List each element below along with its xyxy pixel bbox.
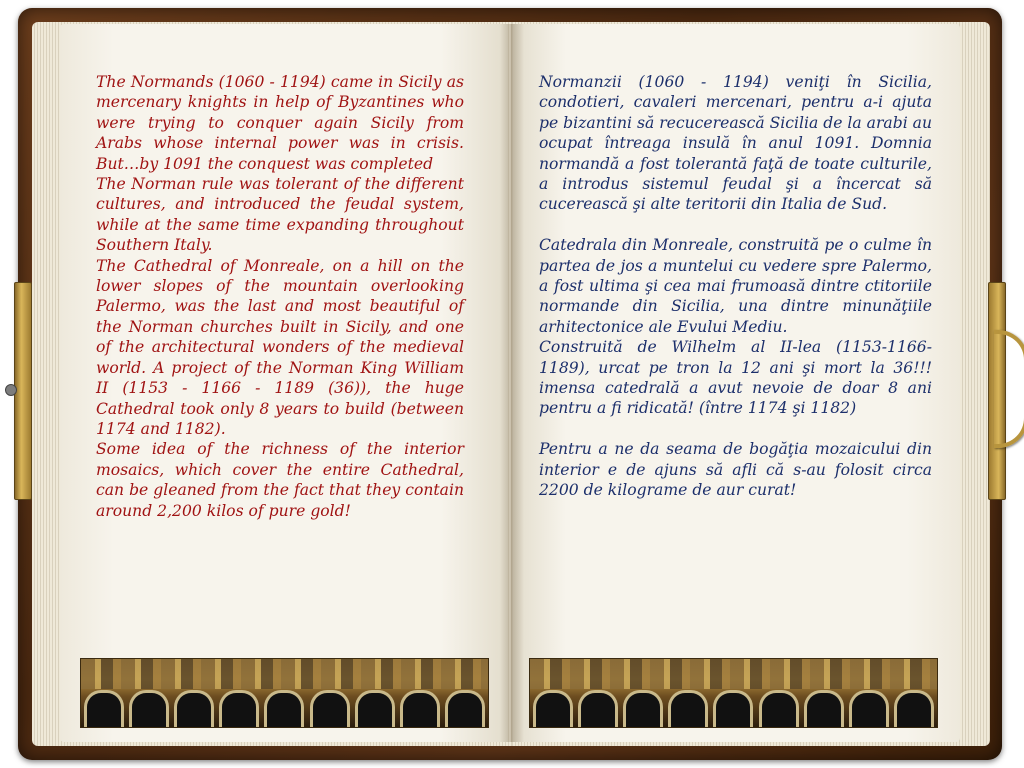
english-text <box>96 72 464 521</box>
english-paragraph-1: The Normands (1060 - 1194) came in Sicily as mercenary knights in help of Byzantines who were trying to conquer again Sicily from Arabs whose internal power was in crisis. But…by 1091 the conquest was completed <box>96 73 464 173</box>
romanian-paragraph-2: Catedrala din Monreale, construită pe o culme în partea de jos a muntelui cu vedere spre Palermo, a fost ultima şi cea mai frumoasă dintre ctitoriile normande din Sicilia, una dintre minunăţiile arhitectonice ale Evului Mediu. <box>539 236 932 336</box>
book-spine <box>500 24 524 742</box>
english-paragraph-2: The Norman rule was tolerant of the different cultures, and introduced the feudal system, while at the same time expanding throughout Southern Italy. <box>96 175 464 255</box>
romanian-paragraph-1: Normanzii (1060 - 1194) veniţi în Sicilia, condotieri, cavaleri mercenari, pentru a-i ajuta pe bizantini să recucerească Sicilia de la arabi au ocupat întreaga insulă în anul 1091. Domnia normandă a fost tolerantă faţă de toate culturile, a introdus sistemul feudal şi a încercat să cucerească şi alte teritorii din Italia de Sud. <box>539 73 932 214</box>
mosaic-image-left <box>80 658 489 728</box>
romanian-paragraph-3: Construită de Wilhelm al II-lea (1153-1166-1189), urcat pe tron la 12 ani şi mort la 36!!! imensa catedrală a avut nevoie de doar 8 ani pentru a fi ridicată! (între 1174 şi 1182) <box>539 338 932 418</box>
romanian-paragraph-4: Pentru a ne da seama de bogăţia mozaicului din interior e de ajuns să afli că s-au folosit circa 2200 de kilograme de aur curat! <box>539 440 932 500</box>
romanian-text <box>539 72 932 501</box>
english-paragraph-3: The Cathedral of Monreale, on a hill on the lower slopes of the mountain overlooking Palermo, was the last and most beautiful of the Norman churches built in Sicily, and one of the architectural wonders of the medieval world. A project of the Norman King William II (1153 - 1166 - 1189 (36)), the huge Cathedral took only 8 years to build (between 1174 and 1182). <box>96 256 464 438</box>
clasp-ring-icon <box>994 330 1024 448</box>
mosaic-image-right <box>529 658 938 728</box>
clasp-knob-icon <box>5 384 17 396</box>
english-paragraph-4: Some idea of the richness of the interior mosaics, which cover the entire Cathedral, can be gleaned from the fact that they contain around 2,200 kilos of pure gold! <box>96 440 464 520</box>
